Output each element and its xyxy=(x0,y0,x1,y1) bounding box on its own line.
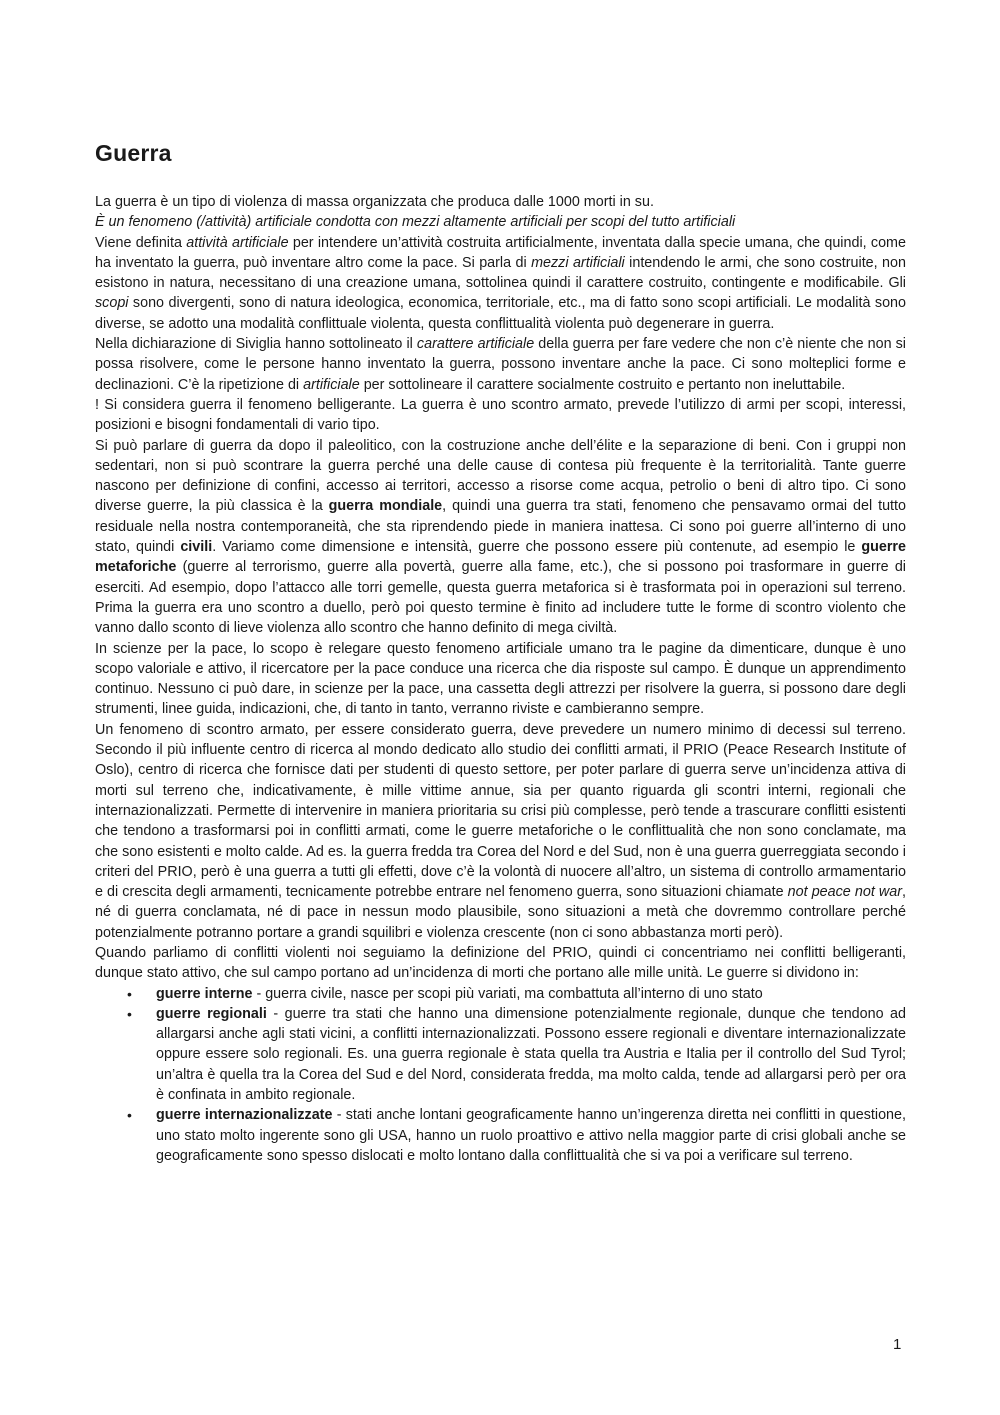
paragraph-belligerent: ! Si considera guerra il fenomeno belligerante. La guerra è uno scontro armato, prevede l’utilizzo di armi per scopi, interessi, posizioni e bisogni fondamentali di vario tipo. xyxy=(95,396,906,434)
war-types-list xyxy=(95,984,906,1167)
italic-term: artificiale xyxy=(303,376,360,393)
paragraph-classification: Quando parliamo di conflitti violenti noi seguiamo la definizione del PRIO, quindi ci concentriamo nei conflitti belligeranti, dunque stato attivo, che sul campo portano ad un’incidenza di morti che portano alle mille unità. Le guerre si dividono in: xyxy=(95,944,906,982)
italic-term: scopi xyxy=(95,295,129,312)
text-run: - stati anche lontani geograficamente hanno un’ingerenza diretta nei conflitti in questione, uno stato molto ingerente sono gli USA, hanno un ruolo proattivo e attivo nella maggior parte di crisi globali anche se geograficamente sono spesso dislocati e molto lontano dalla conflittualità che si va poi a verificare sul terreno. xyxy=(156,1107,906,1164)
bullet-icon: • xyxy=(127,985,132,1002)
text-run: Nella dichiarazione di Siviglia hanno sottolineato il xyxy=(95,336,417,353)
paragraph-definition: La guerra è un tipo di violenza di massa organizzata che produca dalle 1000 morti in su. xyxy=(95,194,654,210)
italic-term: mezzi artificiali xyxy=(531,254,625,271)
page-number: 1 xyxy=(893,1336,902,1353)
document-body xyxy=(95,192,906,1166)
italic-term: not peace not war xyxy=(787,884,902,901)
text-run: , né di guerra conclamata, né di pace in nessun modo plausibile, sono situazioni a metà che dovremmo controllare perché potenzialmente potranno portare a grandi squilibri e violenza crescente (non ci sono abbastanza morti però). xyxy=(95,884,906,941)
paragraph-thesis xyxy=(95,212,906,232)
paragraph-history xyxy=(95,436,906,639)
bold-term: guerre interne xyxy=(156,985,253,1002)
paragraph-prio xyxy=(95,720,906,943)
text-run: sono divergenti, sono di natura ideologica, economica, territoriale, etc., ma di fatto sono scopi artificiali. Le modalità sono diverse, se adotto una modalità conflittuale violenta, questa conflittualità violenta può degenerare in guerra. xyxy=(95,295,906,332)
text-run: , quindi una guerra tra stati, fenomeno che pensavamo ormai del tutto residuale nella nostra contemporaneità, che sta riprendendo piede in maniera inattesa. Ci sono poi guerre all’interno di uno stato, quindi xyxy=(95,498,907,556)
text-run: per sottolineare il carattere socialmente costruito e pertanto non ineluttabile. xyxy=(359,376,846,393)
bold-term: guerre internazionalizzate xyxy=(156,1107,333,1124)
text-run: . Variamo come dimensione e intensità, guerre che possono essere più contenute, ad esempio le xyxy=(212,539,862,556)
text-run: intendendo le armi, che sono costruite, non esistono in natura, necessitano di una creazione umana, sottolinea quindi il carattere costruito, contingente e modificabile. Gli xyxy=(95,254,906,292)
list-item xyxy=(95,984,906,1004)
bullet-icon: • xyxy=(127,1107,132,1124)
text-run: della guerra per fare vedere che non c’è niente che non si possa risolvere, come le persone hanno inventato la guerra, possono inventare anche la pace. Ci sono molteplici forme e declinazioni. C’è la ripetizione di xyxy=(95,336,906,393)
bullet-icon: • xyxy=(127,1005,132,1022)
text-run: - guerre tra stati che hanno una dimensione potenzialmente regionale, dunque che tendono ad allargarsi anche agli stati vicini, a conflitti internazionalizzati. Possono essere regionali e diventare internazionalizzate oppure essere solo regionali. Es. una guerra regionale è stata quella tra Austria e Italia per il controllo del Sud Tyrol; un’altra è quella tra la Corea del Sud e del Nord, considerata fredda, ma molto calda, tende ad allargarsi però per ora è confinata in ambito regionale. xyxy=(156,1005,906,1104)
text-run: per intendere un’attività costruita artificialmente, inventata dalla specie umana, che quindi, come ha inventato la guerra, può inventare altro come la pace. Si parla di xyxy=(95,234,906,271)
bold-term: guerre metaforiche xyxy=(95,539,906,576)
page-title: Guerra xyxy=(95,140,172,166)
paragraph-peace-science: In scienze per la pace, lo scopo è relegare questo fenomeno artificiale umano tra le pagine da dimenticare, dunque è uno scopo valoriale e attivo, il ricercatore per la pace conduce una ricerca che dia risposte sul campo. È dunque un apprendimento continuo. Nessuno ci può dare, in scienze per la pace, una cassetta degli attrezzi per risolvere la guerra, si possono dare degli strumenti, linee guida, indicazioni, che, di tanto in tanto, verranno riviste e cambieranno sempre. xyxy=(95,640,906,718)
text-run: Un fenomeno di scontro armato, per essere considerato guerra, deve prevedere un numero minimo di decessi sul terreno. Secondo il più influente centro di ricerca al mondo dedicato allo studio dei conflitti armati, il PRIO (Peace Research Institute of Oslo), centro di ricerca che fornisce dati per studenti di questo settore, per poter parlare di guerra serve un’incidenza attiva di morti sul terreno che, indicativamente, è mille vittime annue, sia per quanto riguarda gli scontri interni, regionali che internazionalizzati. Permette di intervenire in maniera prioritaria su crisi più complesse, però tende a trascurare conflitti esistenti che tendono a trasformarsi poi in conflitti armati, come le guerre metaforiche o le conflittualità che non sono conclamate, ma che sono esistenti e molto calde. Ad es. la guerra fredda tra Corea del Nord e del Sud, non è una guerra guerreggiata secondo i criteri del PRIO, però è una guerra a tutti gli effetti, dove c’è la volontà di nuocere all’altro, un sistema di controllo armamentario e di crescita degli armamenti, tecnicamente potrebbe entrare nel fenomeno guerra, sono situazioni chiamate xyxy=(95,721,906,901)
italic-term: attività artificiale xyxy=(186,234,289,251)
list-item xyxy=(95,1004,906,1105)
bold-term: civili xyxy=(180,539,213,556)
text-run: Si può parlare di guerra da dopo il paleolitico, con la costruzione anche dell’élite e la separazione di beni. Con i gruppi non sedentari, non si può scontrare la guerra perché una delle cause di contesa più frequente è la territorialità. Tante guerre nascono per definizione di confini, accesso ai territori, accesso a risorse come acqua, petrolio o beni di altro tipo. Ci sono diverse guerre, la più classica è la xyxy=(95,437,906,515)
paragraph-seville xyxy=(95,334,906,395)
text-run: - guerra civile, nasce per scopi più variati, ma combattuta all’interno di uno stato xyxy=(252,985,763,1002)
paragraph-artificial xyxy=(95,233,906,334)
text-run: Viene definita xyxy=(95,234,187,251)
italic-term: carattere artificiale xyxy=(416,336,535,353)
thesis-italic: È un fenomeno (/attività) artificiale condotta con mezzi altamente artificiali per scopi del tutto artificiali xyxy=(95,214,736,231)
bold-term: guerre regionali xyxy=(156,1005,267,1022)
bold-term: guerra mondiale xyxy=(328,498,443,515)
list-item xyxy=(95,1105,906,1166)
text-run: (guerre al terrorismo, guerre alla povertà, guerre alla fame, etc.), che si possono poi trasformare in guerre di eserciti. Ad esempio, dopo l’attacco alle torri gemelle, questa guerra metaforica si è trasformata poi in operazioni sul terreno. Prima la guerra era uno scontro a duello, però poi questo termine è finito ad includere tutte le forme di scontro violento che vanno dallo sconto di lieve violenza allo scontro che hanno definito di mega civiltà. xyxy=(95,559,906,637)
